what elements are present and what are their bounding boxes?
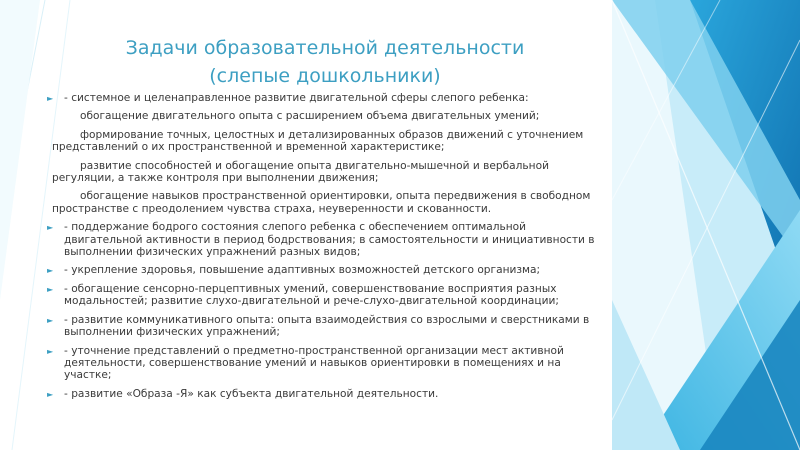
sub-item bbox=[44, 190, 604, 215]
bullet-arrow-icon: ► bbox=[47, 94, 54, 103]
slide-title-line1: Задачи образовательной деятельности bbox=[125, 37, 525, 59]
bullet-item bbox=[44, 264, 604, 276]
item-text: - развитие «Образа -Я» как субъекта двигательной деятельности. bbox=[64, 387, 439, 400]
bullet-item bbox=[44, 314, 604, 339]
item-text: - поддержание бодрого состояния слепого ребенка с обеспечением оптимальной двигательной активности в период бодрствования; в самостоятельности и инициативности в выполнении физических упражнений разных видов; bbox=[64, 221, 595, 259]
bullet-item bbox=[44, 283, 604, 308]
left-accent-shape bbox=[0, 0, 40, 300]
bullet-arrow-icon: ► bbox=[47, 315, 54, 325]
content-list bbox=[44, 92, 604, 406]
sub-item bbox=[44, 129, 604, 154]
bullet-arrow-icon: ► bbox=[47, 266, 54, 276]
slide-title-line2: (слепые дошкольники) bbox=[209, 65, 441, 87]
slide-title bbox=[70, 34, 580, 90]
item-text: - укрепление здоровья, повышение адаптивных возможностей детского организма; bbox=[64, 264, 541, 277]
bullet-item bbox=[44, 92, 604, 104]
item-text: - развитие коммуникативного опыта: опыта взаимодействия со взрослыми и сверстниками в выполнении физических упражнений; bbox=[64, 313, 590, 339]
bullet-arrow-icon: ► bbox=[47, 223, 54, 233]
item-text: - системное и целенаправленное развитие двигательной сферы слепого ребенка: bbox=[64, 92, 529, 104]
sub-item bbox=[44, 110, 604, 122]
item-text: формирование точных, целостных и детализированных образов движений с уточнением представлений о их пространственной и временной характеристике; bbox=[52, 128, 584, 154]
bullet-arrow-icon: ► bbox=[47, 389, 54, 399]
bullet-item bbox=[44, 221, 604, 258]
item-text: - уточнение представлений о предметно-пространственной организации мест активной деятельности, совершенствование умений и навыков ориентировки в помещениях и на участке; bbox=[64, 344, 564, 382]
item-text: обогащение двигательного опыта с расширением объема двигательных умений; bbox=[80, 110, 540, 123]
sub-item bbox=[44, 160, 604, 185]
bullet-item bbox=[44, 388, 604, 400]
bullet-arrow-icon: ► bbox=[47, 346, 54, 356]
item-text: развитие способностей и обогащение опыта двигательно-мышечной и вербальной регуляции, а также контроля при выполнении движения; bbox=[52, 159, 549, 185]
bullet-item bbox=[44, 345, 604, 382]
bullet-arrow-icon: ► bbox=[47, 284, 54, 294]
item-text: обогащение навыков пространственной ориентировки, опыта передвижения в свободном пространстве с преодолением чувства страха, неуверенности и скованности. bbox=[52, 190, 591, 215]
item-text: - обогащение сенсорно-перцептивных умений, совершенствование восприятия разных модальностей; развитие слухо-двигательной и рече-слухо-двигательной координации; bbox=[64, 282, 559, 308]
